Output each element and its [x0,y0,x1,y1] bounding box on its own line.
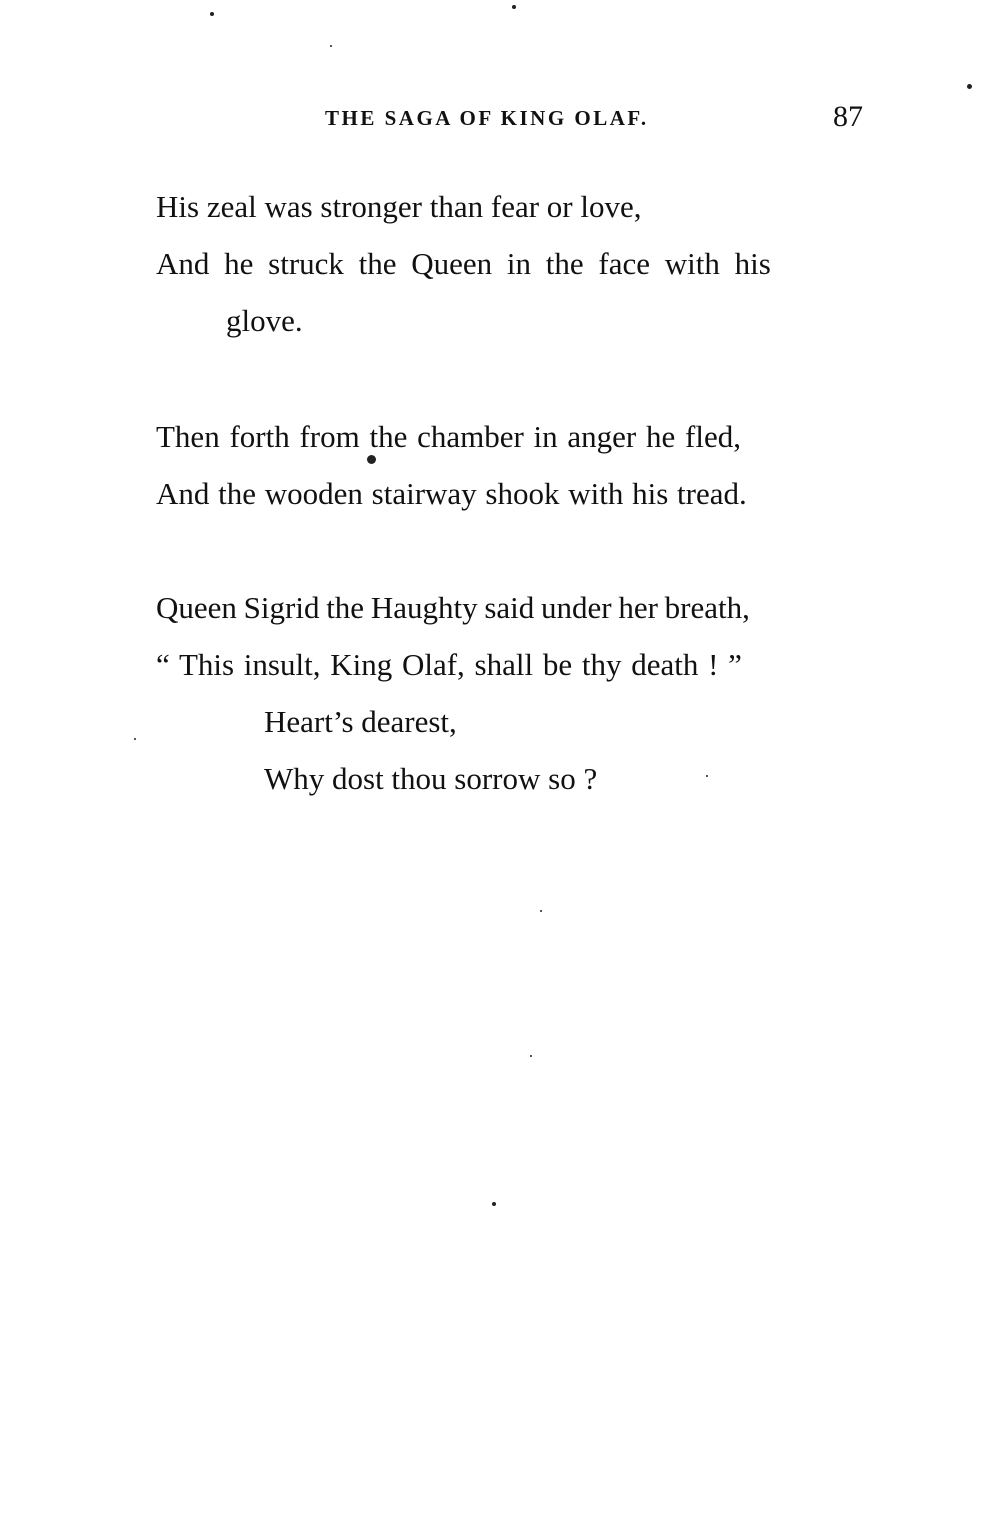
verse-line: And he struck the Queen in the face with his [156,246,771,281]
verse-line: And the wooden stairway shook with his tread. [156,476,747,511]
verse-line: His zeal was stronger than fear or love, [156,189,642,224]
scan-speck [492,1202,496,1206]
scan-speck [706,775,708,777]
scan-speck [367,455,376,464]
scan-speck [210,12,214,16]
scan-speck [134,738,136,740]
refrain-line: Why dost thou sorrow so ? [264,761,598,796]
scan-speck [530,1055,532,1057]
scan-speck [512,5,516,9]
running-head [0,100,982,140]
page-number: 87 [833,100,863,133]
verse-line: Queen Sigrid the Haughty said under her breath, [156,590,750,625]
verse-line: Then forth from the chamber in anger he fled, [156,419,741,454]
refrain-line: Heart’s dearest, [264,704,457,739]
scan-speck [967,84,972,89]
running-title: THE SAGA OF KING OLAF. [325,106,649,130]
verse-line-continuation: glove. [226,303,303,338]
verse-line: “ This insult, King Olaf, shall be thy death ! ” [156,647,742,682]
scan-speck [540,910,542,912]
scan-speck [330,45,332,47]
